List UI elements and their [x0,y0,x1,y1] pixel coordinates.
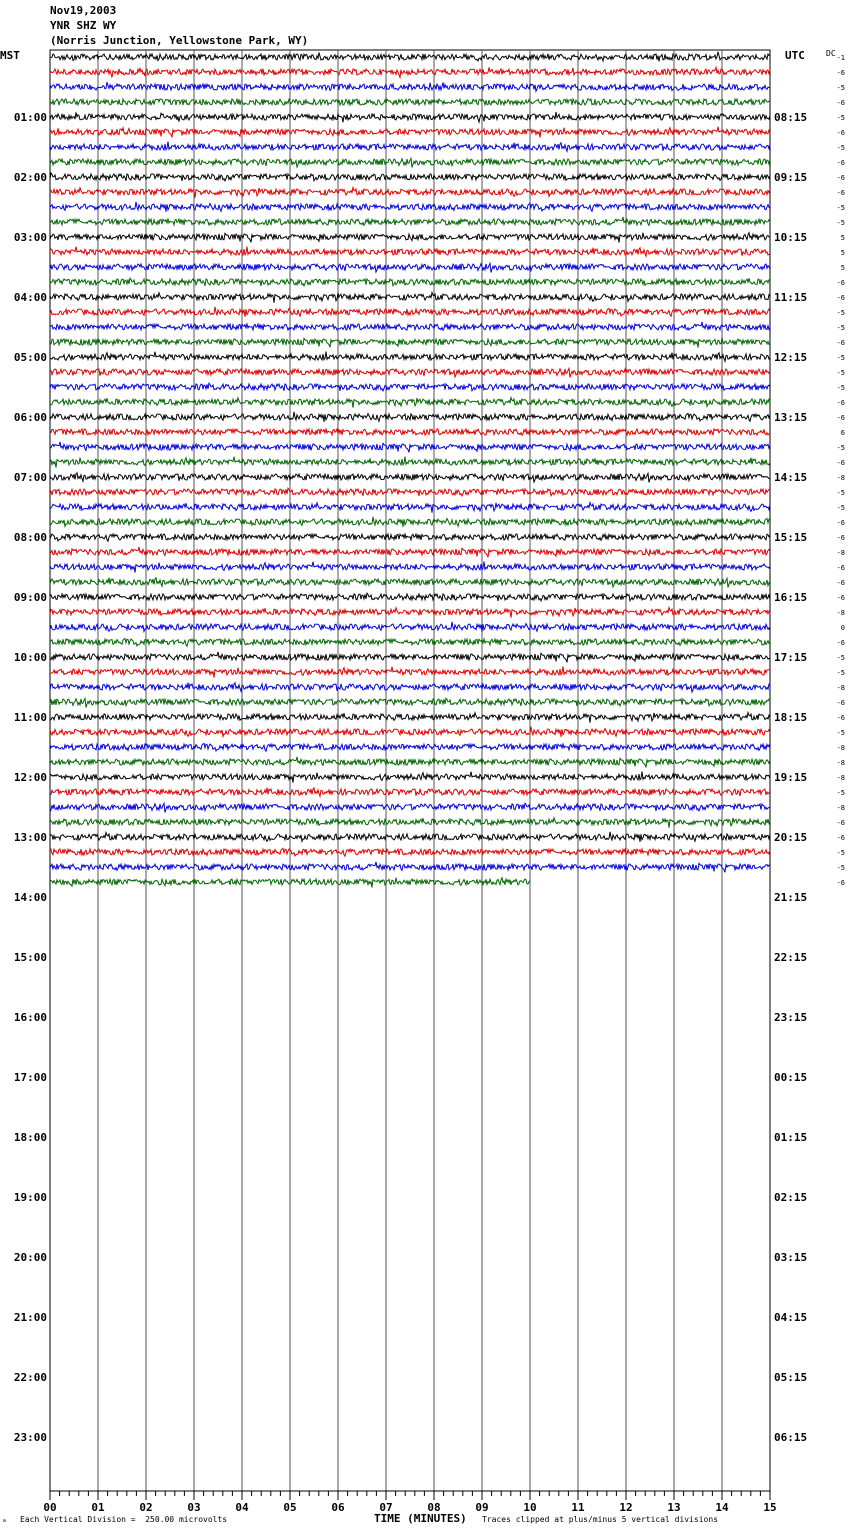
dc-offset-value: -6 [836,294,845,302]
right-hour-label: 18:15 [774,711,808,724]
right-hour-label: 12:15 [774,351,808,364]
seismogram-trace [50,338,770,348]
left-hour-label: 20:00 [13,1251,47,1264]
seismogram-trace [50,142,770,152]
dc-offset-value: -6 [836,129,845,137]
right-hour-label: 01:15 [774,1131,808,1144]
dc-offset-value: -5 [836,669,845,677]
dc-offset-value: -8 [836,609,845,617]
seismogram-trace [50,593,770,601]
x-tick-label: 04 [235,1501,249,1514]
scale-note: Each Vertical Division = 250.00 microvolts [20,1515,228,1524]
dc-offset-value: -6 [836,594,845,602]
right-hour-label: 19:15 [774,771,808,784]
dc-offset-value: -5 [836,84,845,92]
right-hour-label: 15:15 [774,531,808,544]
right-hour-label: 09:15 [774,171,808,184]
seismogram-trace [50,247,770,257]
x-tick-label: 15 [763,1501,777,1514]
dc-offset-value: -5 [836,849,845,857]
x-axis-title: TIME (MINUTES) [374,1512,467,1525]
seismogram-trace [50,638,770,646]
seismogram-trace [50,578,770,588]
left-hour-label: 19:00 [13,1191,47,1204]
seismogram-trace [50,233,770,243]
dc-offset-value: -6 [836,519,845,527]
dc-offset-value: -8 [836,474,845,482]
dc-offset-value: 5 [840,234,845,242]
left-hour-label: 05:00 [13,351,47,364]
left-hour-label: 15:00 [13,951,47,964]
seismogram-trace [50,127,770,138]
dc-offset-value: 5 [840,249,845,257]
clip-note: Traces clipped at plus/minus 5 vertical divisions [482,1515,719,1524]
dc-offset-value: -8 [836,549,845,557]
seismogram-trace [50,713,770,723]
seismogram-trace [50,473,770,483]
seismogram-trace [50,278,770,286]
dc-offset-value: -5 [836,489,845,497]
seismogram-trace [50,698,770,707]
x-tick-label: 10 [523,1501,537,1514]
seismogram-trace [50,547,770,557]
dc-offset-value: -6 [836,399,845,407]
right-timezone-label: UTC [785,49,805,62]
seismogram-trace [50,803,770,812]
dc-offset-value: -5 [836,114,845,122]
dc-offset-value: -5 [836,144,845,152]
dc-offset-value: -6 [836,189,845,197]
footer-mark: ₘ [2,1515,7,1524]
right-hour-label: 04:15 [774,1311,808,1324]
dc-offset-value: -5 [836,204,845,212]
left-timezone-label: MST [0,49,20,62]
seismogram-trace [50,188,770,198]
dc-offset-value: -6 [836,339,845,347]
seismogram-trace [50,848,770,856]
x-tick-label: 13 [667,1501,681,1514]
dc-offset-value: -6 [836,579,845,587]
dc-offset-value: -6 [836,459,845,467]
x-tick-label: 12 [619,1501,633,1514]
x-tick-label: 07 [379,1501,393,1514]
seismogram-trace [50,82,770,91]
seismogram-trace [50,263,770,272]
left-hour-label: 04:00 [13,291,47,304]
dc-offset-value: 5 [840,264,845,272]
left-hour-label: 09:00 [13,591,47,604]
left-hour-label: 13:00 [13,831,47,844]
seismogram-trace [50,788,770,797]
dc-offset-value: -6 [836,159,845,167]
dc-offset-header: DC [826,49,836,58]
seismogram-trace [50,158,770,167]
dc-offset-value: -5 [836,864,845,872]
dc-offset-value: -5 [836,504,845,512]
seismogram-trace [50,217,770,226]
seismogram-trace [50,727,770,737]
left-hour-label: 02:00 [13,171,47,184]
right-hour-label: 10:15 [774,231,808,244]
left-hour-label: 23:00 [13,1431,47,1444]
dc-offset-value: -5 [836,654,845,662]
seismogram-trace [50,368,770,377]
right-hour-label: 16:15 [774,591,808,604]
left-hour-label: 10:00 [13,651,47,664]
seismogram-trace [50,442,770,452]
dc-offset-value: -8 [836,774,845,782]
dc-offset-value: -1 [836,54,845,62]
dc-offset-value: -6 [836,714,845,722]
x-tick-label: 08 [427,1501,441,1514]
right-hour-label: 03:15 [774,1251,808,1264]
x-tick-label: 05 [283,1501,297,1514]
seismogram-trace [50,667,770,678]
seismogram-trace [50,352,770,362]
right-hour-label: 02:15 [774,1191,808,1204]
dc-offset-value: -8 [836,759,845,767]
right-hour-label: 11:15 [774,291,808,304]
dc-offset-value: -5 [836,324,845,332]
seismogram-trace [50,757,770,767]
left-hour-label: 12:00 [13,771,47,784]
dc-offset-value: -8 [836,684,845,692]
dc-offset-value: -5 [836,729,845,737]
dc-offset-value: -8 [836,804,845,812]
seismogram-trace [50,457,770,468]
dc-offset-value: -5 [836,354,845,362]
seismogram-trace [50,772,770,783]
seismogram-trace [50,862,770,872]
seismogram-trace [50,818,770,828]
dc-offset-value: -5 [836,309,845,317]
x-tick-label: 09 [475,1501,489,1514]
dc-offset-value: -5 [836,369,845,377]
dc-offset-value: -6 [836,879,845,887]
dc-offset-value: -6 [836,699,845,707]
x-tick-label: 03 [187,1501,201,1514]
left-hour-label: 08:00 [13,531,47,544]
seismogram-trace [50,562,770,573]
x-tick-label: 00 [43,1501,57,1514]
seismogram-trace [50,517,770,527]
dc-offset-value: -5 [836,219,845,227]
dc-offset-value: -6 [836,69,845,77]
left-hour-label: 03:00 [13,231,47,244]
left-hour-label: 11:00 [13,711,47,724]
seismogram-trace [50,307,770,317]
dc-offset-value: -6 [836,174,845,182]
left-hour-label: 16:00 [13,1011,47,1024]
chart-location: (Norris Junction, Yellowstone Park, WY) [50,34,309,47]
dc-offset-value: -5 [836,789,845,797]
seismogram-trace [50,52,770,62]
seismogram-trace [50,608,770,618]
dc-offset-value: 0 [840,624,845,632]
seismogram-trace [50,383,770,391]
dc-offset-value: -6 [836,564,845,572]
dc-offset-value: -6 [836,279,845,287]
right-hour-label: 17:15 [774,651,808,664]
right-hour-label: 23:15 [774,1011,808,1024]
dc-offset-value: -8 [836,744,845,752]
seismogram-trace [50,534,770,541]
seismogram-trace [50,503,770,513]
dc-offset-value: -6 [836,639,845,647]
right-hour-label: 22:15 [774,951,808,964]
seismogram-trace [50,412,770,422]
left-hour-label: 18:00 [13,1131,47,1144]
left-hour-label: 06:00 [13,411,47,424]
seismogram-trace [50,743,770,751]
dc-offset-value: -6 [836,99,845,107]
seismogram-trace [50,202,770,212]
left-hour-label: 14:00 [13,891,47,904]
x-tick-label: 01 [91,1501,105,1514]
dc-offset-value: -5 [836,444,845,452]
seismogram-trace [50,173,770,181]
right-hour-label: 06:15 [774,1431,808,1444]
right-hour-label: 08:15 [774,111,808,124]
right-hour-label: 14:15 [774,471,808,484]
dc-offset-value: -6 [836,534,845,542]
seismogram-trace [50,488,770,496]
chart-station: YNR SHZ WY [50,19,117,32]
left-hour-label: 21:00 [13,1311,47,1324]
x-tick-label: 02 [139,1501,153,1514]
right-hour-label: 21:15 [774,891,808,904]
left-hour-label: 01:00 [13,111,47,124]
seismogram-trace [50,429,770,435]
right-hour-label: 20:15 [774,831,808,844]
dc-offset-value: -6 [836,834,845,842]
dc-offset-value: 6 [840,429,845,437]
seismogram-trace [50,293,770,303]
x-tick-label: 11 [571,1501,585,1514]
left-hour-label: 17:00 [13,1071,47,1084]
seismogram-trace [50,112,770,122]
right-hour-label: 00:15 [774,1071,808,1084]
dc-offset-value: -6 [836,414,845,422]
seismogram-trace [50,398,770,408]
right-hour-label: 05:15 [774,1371,808,1384]
x-tick-label: 06 [331,1501,345,1514]
dc-offset-value: -5 [836,384,845,392]
seismogram-trace [50,322,770,331]
x-tick-label: 14 [715,1501,729,1514]
seismogram-trace [50,622,770,632]
left-hour-label: 22:00 [13,1371,47,1384]
seismogram-trace [50,99,770,106]
seismogram-trace [50,683,770,692]
dc-offset-value: -6 [836,819,845,827]
seismogram-trace [50,652,770,662]
seismogram-trace [50,67,770,77]
chart-date: Nov19,2003 [50,4,117,17]
left-hour-label: 07:00 [13,471,47,484]
seismogram-trace [50,832,770,842]
right-hour-label: 13:15 [774,411,808,424]
